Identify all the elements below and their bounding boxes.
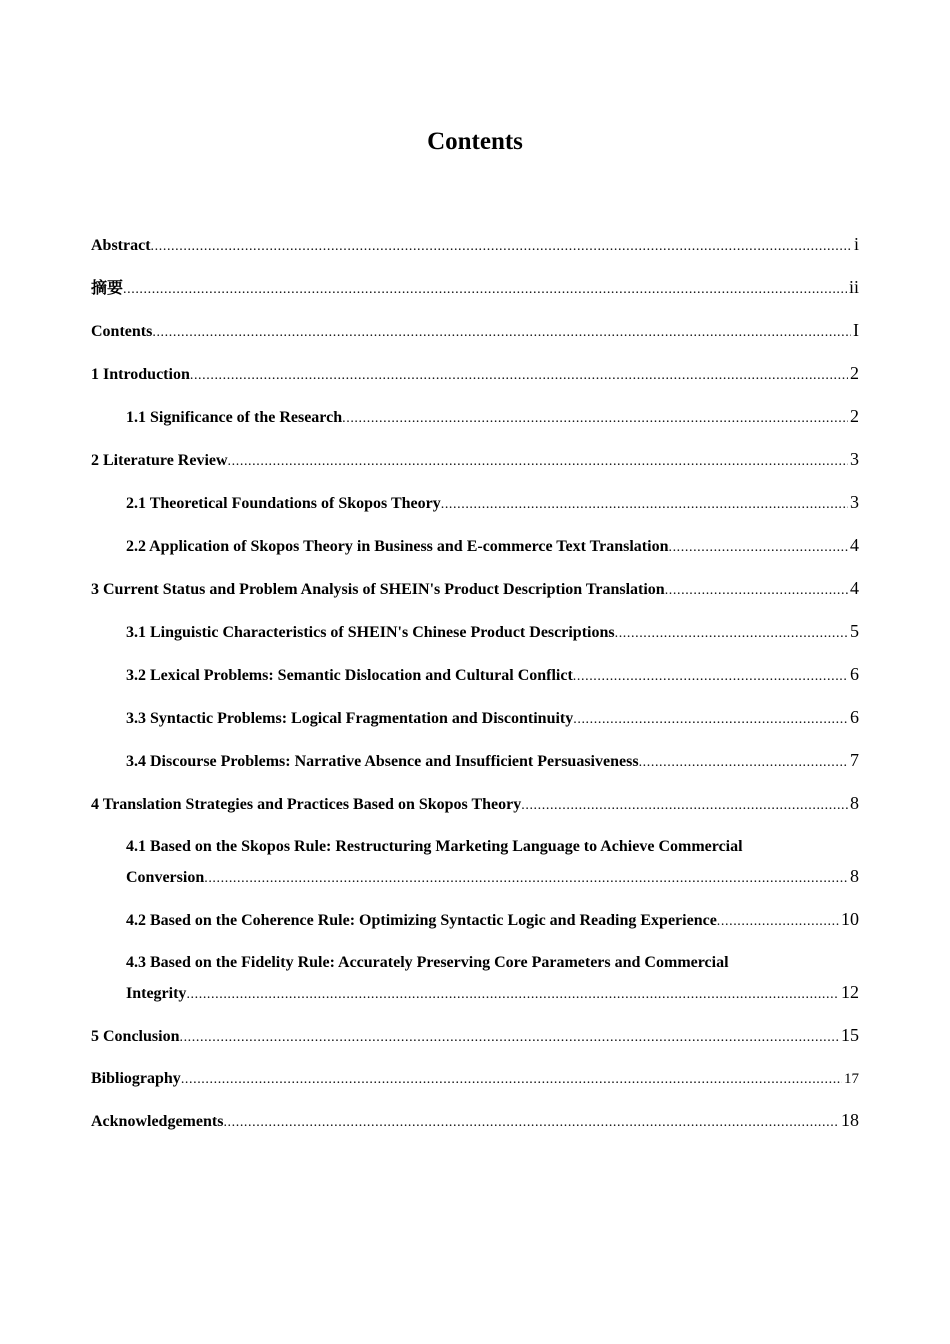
toc-entry-title: 4.2 Based on the Coherence Rule: Optimizing Syntactic Logic and Reading Experience <box>126 912 717 929</box>
toc-entry-title-line1: 4.3 Based on the Fidelity Rule: Accurately Preserving Core Parameters and Commercial <box>126 954 729 971</box>
toc-entry-title: 2.1 Theoretical Foundations of Skopos Theory <box>126 495 441 512</box>
toc-entry-section-4-3[interactable] <box>91 948 859 1009</box>
dot-leader <box>123 275 847 304</box>
toc-entry-title: Integrity <box>126 985 187 1002</box>
toc-page-number: 5 <box>850 621 859 641</box>
toc-page-number: 8 <box>850 866 859 886</box>
toc-entry-title: 4 Translation Strategies and Practices Based on Skopos Theory <box>91 796 522 813</box>
toc-entry-chinese-abstract[interactable] <box>91 273 859 304</box>
dot-leader <box>179 1023 839 1052</box>
dot-leader <box>717 907 839 936</box>
dot-leader <box>204 864 848 893</box>
dot-leader <box>441 490 848 519</box>
dot-leader <box>573 662 848 691</box>
toc-page-number: 8 <box>850 793 859 813</box>
toc-page-number: 4 <box>850 535 859 555</box>
toc-entry-title: 3.1 Linguistic Characteristics of SHEIN's Chinese Product Descriptions <box>126 624 615 641</box>
toc-entry-section-1-1[interactable] <box>91 402 859 433</box>
toc-entry-section-4-2[interactable] <box>91 905 859 936</box>
toc-entry-title: 摘要 <box>91 280 124 297</box>
toc-page-number: ii <box>848 277 859 297</box>
toc-entry-title: 3.3 Syntactic Problems: Logical Fragmentation and Discontinuity <box>126 710 574 727</box>
toc-entry-section-3-3[interactable] <box>91 703 859 734</box>
toc-page-number: 2 <box>850 363 859 383</box>
toc-entry-title-line1: 4.1 Based on the Skopos Rule: Restructuring Marketing Language to Achieve Commercial <box>126 838 743 855</box>
dot-leader <box>186 980 839 1009</box>
toc-entry-title: Conversion <box>126 869 205 886</box>
toc-entry-title: Acknowledgements <box>91 1113 224 1130</box>
toc-entry-title: 1.1 Significance of the Research <box>126 409 343 426</box>
toc-page-number: 2 <box>850 406 859 426</box>
toc-entry-section-3-2[interactable] <box>91 660 859 691</box>
toc-page-number: 10 <box>841 909 859 929</box>
dot-leader <box>181 1065 842 1094</box>
dot-leader <box>228 447 848 476</box>
toc-entry-title: Bibliography <box>91 1070 181 1087</box>
toc-page-number: 12 <box>841 982 859 1002</box>
toc-entry-chapter-5[interactable] <box>91 1021 859 1052</box>
toc-entry-section-2-2[interactable] <box>91 531 859 562</box>
toc-entry-chapter-4[interactable] <box>91 789 859 820</box>
toc-entry-bibliography[interactable] <box>91 1064 859 1094</box>
dot-leader <box>615 619 848 648</box>
toc-page-number: 4 <box>850 578 859 598</box>
dot-leader <box>152 318 851 347</box>
table-of-contents <box>91 230 859 1137</box>
toc-page-number: 17 <box>844 1071 859 1087</box>
dot-leader <box>665 576 848 605</box>
dot-leader <box>223 1108 839 1137</box>
toc-page-number: 7 <box>850 750 859 770</box>
toc-page-number: I <box>853 320 859 340</box>
toc-entry-title: 2 Literature Review <box>91 452 228 469</box>
dot-leader <box>190 361 848 390</box>
toc-entry-chapter-3[interactable] <box>91 574 859 605</box>
dot-leader <box>151 232 852 261</box>
toc-entry-abstract[interactable] <box>91 230 859 261</box>
dot-leader <box>668 533 848 562</box>
dot-leader <box>639 748 848 777</box>
dot-leader <box>342 404 848 433</box>
toc-entry-section-2-1[interactable] <box>91 488 859 519</box>
toc-entry-title: 2.2 Application of Skopos Theory in Business and E-commerce Text Translation <box>126 538 669 555</box>
toc-entry-title: 3.2 Lexical Problems: Semantic Dislocation and Cultural Conflict <box>126 667 573 684</box>
toc-entry-title: 3.4 Discourse Problems: Narrative Absence and Insufficient Persuasiveness <box>126 753 639 770</box>
toc-entry-section-3-4[interactable] <box>91 746 859 777</box>
page-title: Contents <box>427 128 523 155</box>
toc-entry-title: 3 Current Status and Problem Analysis of SHEIN's Product Description Translation <box>91 581 665 598</box>
toc-entry-acknowledgements[interactable] <box>91 1106 859 1137</box>
toc-entry-contents[interactable] <box>91 316 859 347</box>
toc-entry-title: Contents <box>91 323 153 340</box>
toc-entry-title: 1 Introduction <box>91 366 190 383</box>
dot-leader <box>521 791 848 820</box>
toc-page-number: 18 <box>841 1110 859 1130</box>
toc-page-number: 6 <box>850 707 859 727</box>
toc-page-number: 3 <box>850 449 859 469</box>
toc-entry-section-3-1[interactable] <box>91 617 859 648</box>
toc-entry-title: 5 Conclusion <box>91 1028 180 1045</box>
toc-entry-section-4-1[interactable] <box>91 832 859 893</box>
toc-entry-title: Abstract <box>91 237 151 254</box>
toc-page-number: 3 <box>850 492 859 512</box>
toc-entry-chapter-2[interactable] <box>91 445 859 476</box>
toc-entry-chapter-1[interactable] <box>91 359 859 390</box>
toc-page-number: 15 <box>841 1025 859 1045</box>
toc-page-number: i <box>853 234 859 254</box>
toc-page-number: 6 <box>850 664 859 684</box>
dot-leader <box>573 705 848 734</box>
